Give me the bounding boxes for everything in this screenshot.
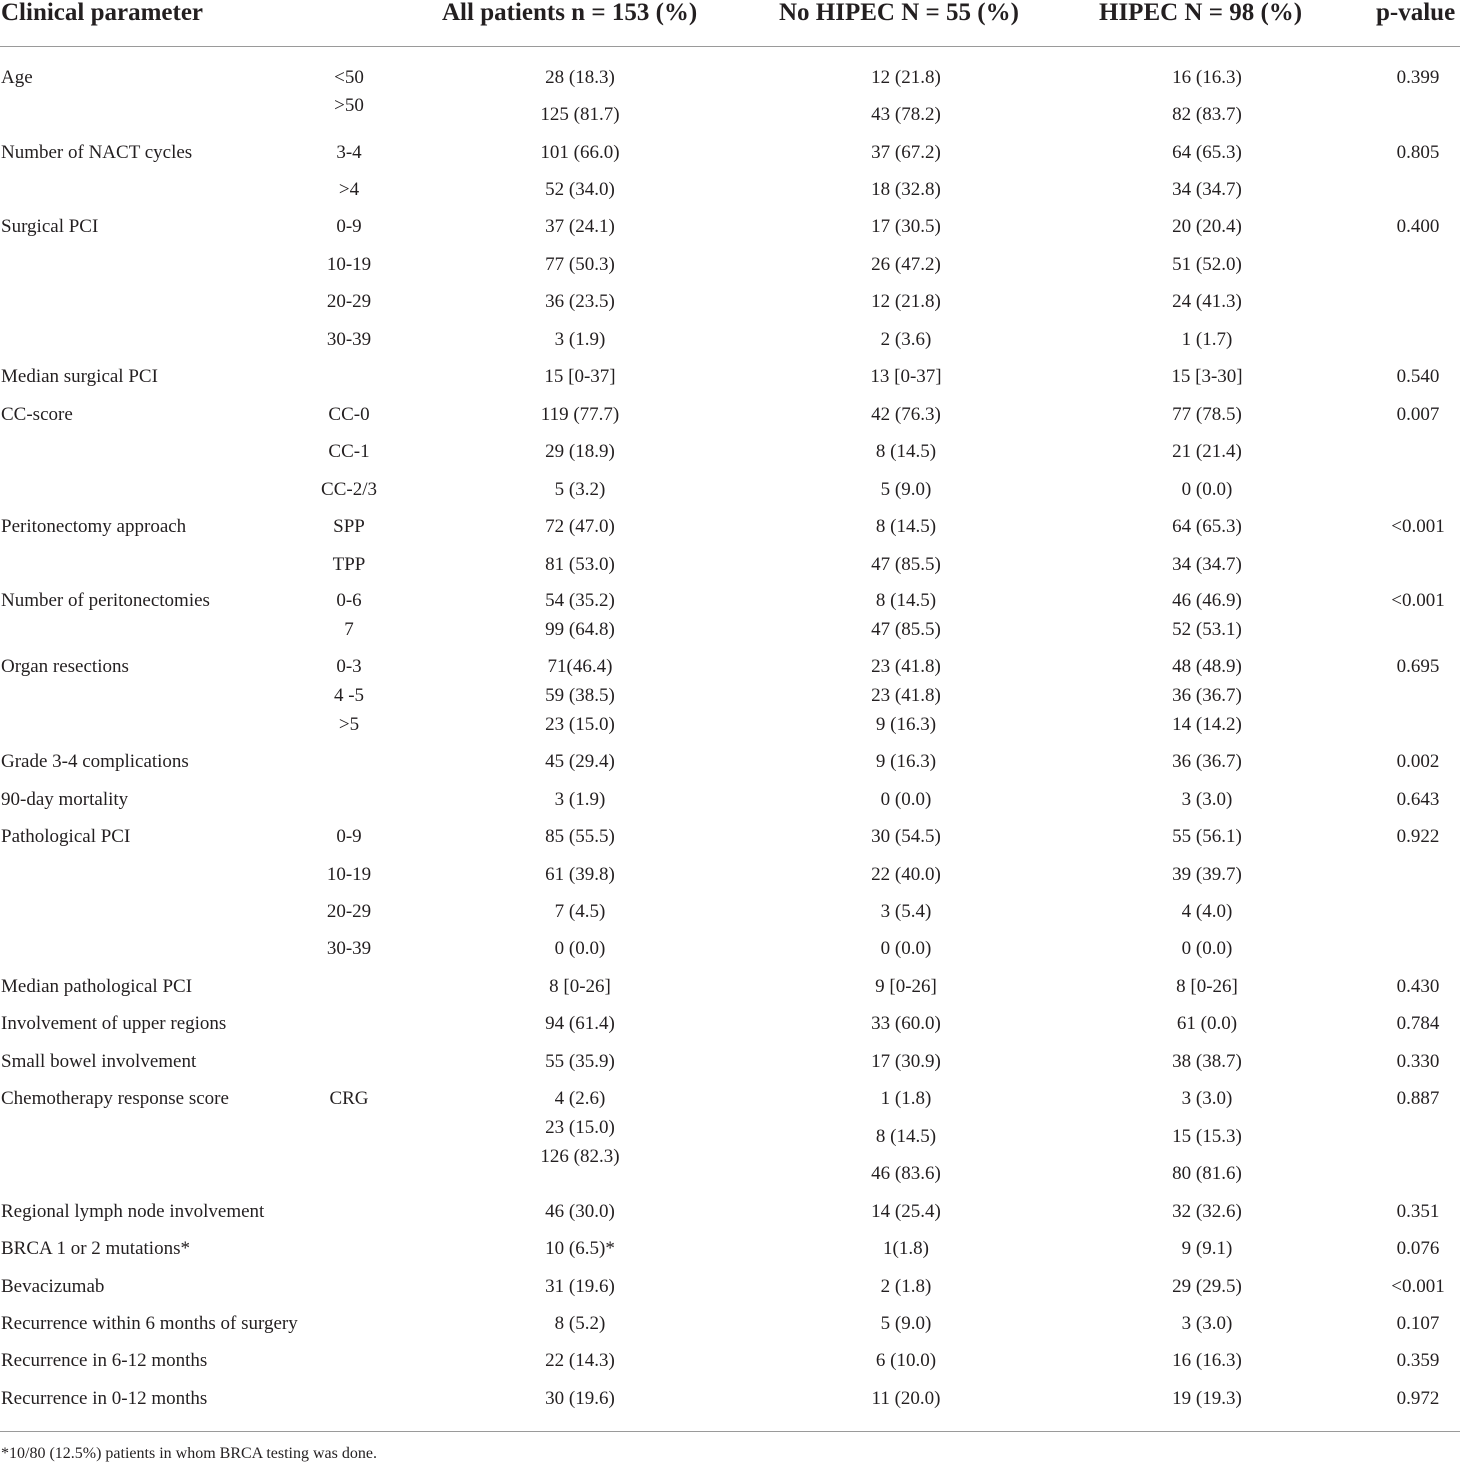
cell-all-patients: 28 (18.3) xyxy=(545,67,615,88)
cell-hipec: 38 (38.7) xyxy=(1172,1051,1242,1072)
cell-hipec: 3 (3.0) xyxy=(1181,1313,1233,1334)
cell-p-value: 0.922 xyxy=(1396,826,1440,847)
cell-parameter: Recurrence within 6 months of surgery xyxy=(1,1313,298,1334)
cell-no-hipec: 8 (14.5) xyxy=(875,1126,937,1147)
cell-no-hipec: 47 (85.5) xyxy=(871,554,941,575)
cell-no-hipec: 9 [0-26] xyxy=(875,976,937,997)
cell-hipec: 20 (20.4) xyxy=(1172,216,1242,237)
cell-parameter: CC-score xyxy=(1,404,73,425)
cell-no-hipec: 23 (41.8) xyxy=(871,685,941,706)
cell-hipec: 52 (53.1) xyxy=(1172,619,1242,640)
cell-subgroup: >5 xyxy=(338,714,360,735)
cell-no-hipec: 0 (0.0) xyxy=(880,938,932,959)
cell-no-hipec: 1 (1.8) xyxy=(880,1088,932,1109)
cell-p-value: 0.695 xyxy=(1396,656,1440,677)
cell-all-patients: 3 (1.9) xyxy=(554,329,606,350)
cell-p-value: 0.972 xyxy=(1396,1388,1440,1409)
cell-subgroup: TPP xyxy=(332,554,366,575)
cell-no-hipec: 11 (20.0) xyxy=(871,1388,941,1409)
cell-hipec: 80 (81.6) xyxy=(1172,1163,1242,1184)
cell-all-patients: 30 (19.6) xyxy=(545,1388,615,1409)
cell-no-hipec: 8 (14.5) xyxy=(875,441,937,462)
cell-parameter: Median pathological PCI xyxy=(1,976,193,997)
cell-no-hipec: 18 (32.8) xyxy=(871,179,941,200)
cell-all-patients: 31 (19.6) xyxy=(545,1276,615,1297)
cell-hipec: 34 (34.7) xyxy=(1172,179,1242,200)
cell-hipec: 16 (16.3) xyxy=(1172,1350,1242,1371)
cell-parameter: Organ resections xyxy=(1,656,129,677)
cell-all-patients: 99 (64.8) xyxy=(545,619,615,640)
cell-parameter: Surgical PCI xyxy=(1,216,99,237)
cell-all-patients: 7 (4.5) xyxy=(554,901,606,922)
cell-all-patients: 119 (77.7) xyxy=(540,404,620,425)
cell-p-value: 0.399 xyxy=(1396,67,1440,88)
header-p-value: p-value xyxy=(1376,0,1456,26)
cell-all-patients: 37 (24.1) xyxy=(545,216,615,237)
cell-subgroup: 10-19 xyxy=(326,864,372,885)
cell-no-hipec: 12 (21.8) xyxy=(871,291,941,312)
cell-no-hipec: 23 (41.8) xyxy=(871,656,941,677)
cell-all-patients: 52 (34.0) xyxy=(545,179,615,200)
cell-hipec: 64 (65.3) xyxy=(1172,142,1242,163)
cell-no-hipec: 43 (78.2) xyxy=(871,104,941,125)
cell-hipec: 77 (78.5) xyxy=(1172,404,1242,425)
cell-subgroup: 30-39 xyxy=(326,938,372,959)
cell-parameter: Involvement of upper regions xyxy=(1,1013,227,1034)
cell-hipec: 36 (36.7) xyxy=(1172,685,1242,706)
cell-p-value: 0.007 xyxy=(1396,404,1440,425)
cell-subgroup: SPP xyxy=(333,516,365,537)
header-no-hipec: No HIPEC N = 55 (%) xyxy=(779,0,1019,26)
header-all-patients: All patients n = 153 (%) xyxy=(442,0,698,26)
cell-parameter: Small bowel involvement xyxy=(1,1051,197,1072)
cell-p-value: 0.351 xyxy=(1396,1201,1440,1222)
cell-subgroup: 4 -5 xyxy=(333,685,365,706)
cell-all-patients: 94 (61.4) xyxy=(545,1013,615,1034)
cell-subgroup: 10-19 xyxy=(326,254,372,275)
cell-subgroup: 0-9 xyxy=(336,216,362,237)
cell-all-patients: 29 (18.9) xyxy=(545,441,615,462)
cell-no-hipec: 2 (1.8) xyxy=(880,1276,932,1297)
cell-p-value: 0.076 xyxy=(1396,1238,1440,1259)
cell-all-patients: 10 (6.5)* xyxy=(545,1238,615,1259)
cell-all-patients: 8 [0-26] xyxy=(549,976,611,997)
cell-p-value: 0.400 xyxy=(1396,216,1440,237)
cell-all-patients: 5 (3.2) xyxy=(554,479,606,500)
cell-all-patients: 59 (38.5) xyxy=(545,685,615,706)
cell-hipec: 0 (0.0) xyxy=(1181,479,1233,500)
cell-p-value: 0.643 xyxy=(1396,789,1440,810)
cell-no-hipec: 8 (14.5) xyxy=(875,516,937,537)
cell-no-hipec: 9 (16.3) xyxy=(875,714,937,735)
cell-all-patients: 61 (39.8) xyxy=(545,864,615,885)
cell-subgroup: 0-9 xyxy=(336,826,362,847)
cell-all-patients: 0 (0.0) xyxy=(554,938,606,959)
cell-parameter: Regional lymph node involvement xyxy=(1,1201,265,1222)
cell-hipec: 15 [3-30] xyxy=(1171,366,1243,387)
cell-no-hipec: 47 (85.5) xyxy=(871,619,941,640)
cell-subgroup: CC-0 xyxy=(328,404,370,425)
cell-all-patients: 23 (15.0) xyxy=(545,714,615,735)
cell-no-hipec: 37 (67.2) xyxy=(871,142,941,163)
cell-no-hipec: 30 (54.5) xyxy=(871,826,941,847)
footnote: *10/80 (12.5%) patients in whom BRCA testing was done. xyxy=(1,1445,377,1462)
cell-p-value: <0.001 xyxy=(1391,590,1445,611)
cell-no-hipec: 33 (60.0) xyxy=(871,1013,941,1034)
cell-p-value: <0.001 xyxy=(1391,516,1445,537)
cell-subgroup: 0-3 xyxy=(336,656,362,677)
cell-parameter: Age xyxy=(1,67,33,88)
cell-hipec: 32 (32.6) xyxy=(1172,1201,1242,1222)
cell-parameter: Number of peritonectomies xyxy=(1,590,210,611)
cell-subgroup: CRG xyxy=(329,1088,369,1109)
cell-hipec: 34 (34.7) xyxy=(1172,554,1242,575)
cell-no-hipec: 22 (40.0) xyxy=(871,864,941,885)
cell-no-hipec: 2 (3.6) xyxy=(880,329,932,350)
cell-all-patients: 81 (53.0) xyxy=(545,554,615,575)
cell-subgroup: 30-39 xyxy=(326,329,372,350)
cell-no-hipec: 46 (83.6) xyxy=(871,1163,941,1184)
cell-no-hipec: 17 (30.5) xyxy=(871,216,941,237)
cell-p-value: 0.430 xyxy=(1396,976,1440,997)
cell-p-value: 0.002 xyxy=(1396,751,1440,772)
cell-subgroup: >4 xyxy=(338,179,360,200)
cell-no-hipec: 9 (16.3) xyxy=(875,751,937,772)
cell-all-patients: 125 (81.7) xyxy=(540,104,620,125)
cell-parameter: Chemotherapy response score xyxy=(1,1088,229,1109)
cell-hipec: 36 (36.7) xyxy=(1172,751,1242,772)
cell-p-value: 0.784 xyxy=(1396,1013,1440,1034)
cell-all-patients: 23 (15.0) xyxy=(545,1117,615,1138)
cell-subgroup: CC-2/3 xyxy=(321,479,377,500)
cell-hipec: 21 (21.4) xyxy=(1172,441,1242,462)
cell-hipec: 4 (4.0) xyxy=(1181,901,1233,922)
cell-subgroup: 7 xyxy=(344,619,354,640)
cell-hipec: 61 (0.0) xyxy=(1176,1013,1238,1034)
cell-all-patients: 71(46.4) xyxy=(547,656,613,677)
cell-parameter: Median surgical PCI xyxy=(1,366,158,387)
cell-subgroup: 3-4 xyxy=(336,142,362,163)
cell-all-patients: 54 (35.2) xyxy=(545,590,615,611)
cell-p-value: 0.359 xyxy=(1396,1350,1440,1371)
cell-no-hipec: 5 (9.0) xyxy=(880,1313,932,1334)
cell-parameter: Pathological PCI xyxy=(1,826,131,847)
cell-hipec: 64 (65.3) xyxy=(1172,516,1242,537)
cell-no-hipec: 5 (9.0) xyxy=(880,479,932,500)
cell-no-hipec: 14 (25.4) xyxy=(871,1201,941,1222)
cell-no-hipec: 12 (21.8) xyxy=(871,67,941,88)
cell-hipec: 1 (1.7) xyxy=(1181,329,1233,350)
cell-hipec: 29 (29.5) xyxy=(1172,1276,1242,1297)
header-clinical-parameter: Clinical parameter xyxy=(1,0,204,26)
cell-all-patients: 15 [0-37] xyxy=(544,366,616,387)
cell-parameter: Recurrence in 0-12 months xyxy=(1,1388,208,1409)
cell-no-hipec: 6 (10.0) xyxy=(875,1350,937,1371)
cell-subgroup: 0-6 xyxy=(336,590,362,611)
cell-hipec: 55 (56.1) xyxy=(1172,826,1242,847)
cell-hipec: 19 (19.3) xyxy=(1172,1388,1242,1409)
cell-p-value: 0.805 xyxy=(1396,142,1440,163)
cell-subgroup: >50 xyxy=(334,95,364,116)
cell-all-patients: 126 (82.3) xyxy=(540,1146,620,1167)
cell-no-hipec: 8 (14.5) xyxy=(875,590,937,611)
cell-hipec: 8 [0-26] xyxy=(1176,976,1238,997)
cell-no-hipec: 3 (5.4) xyxy=(880,901,932,922)
cell-all-patients: 36 (23.5) xyxy=(545,291,615,312)
cell-hipec: 3 (3.0) xyxy=(1181,1088,1233,1109)
cell-p-value: 0.107 xyxy=(1396,1313,1440,1334)
cell-no-hipec: 26 (47.2) xyxy=(871,254,941,275)
cell-p-value: <0.001 xyxy=(1391,1276,1445,1297)
cell-all-patients: 85 (55.5) xyxy=(545,826,615,847)
cell-subgroup: CC-1 xyxy=(328,441,370,462)
cell-subgroup: 20-29 xyxy=(326,901,372,922)
cell-parameter: Peritonectomy approach xyxy=(1,516,187,537)
cell-no-hipec: 17 (30.9) xyxy=(871,1051,941,1072)
cell-all-patients: 101 (66.0) xyxy=(540,142,620,163)
cell-parameter: Bevacizumab xyxy=(1,1276,105,1297)
cell-all-patients: 55 (35.9) xyxy=(545,1051,615,1072)
cell-all-patients: 22 (14.3) xyxy=(545,1350,615,1371)
header-rule xyxy=(0,46,1460,47)
cell-hipec: 0 (0.0) xyxy=(1181,938,1233,959)
cell-hipec: 15 (15.3) xyxy=(1172,1126,1242,1147)
cell-hipec: 24 (41.3) xyxy=(1172,291,1242,312)
cell-all-patients: 46 (30.0) xyxy=(545,1201,615,1222)
cell-parameter: BRCA 1 or 2 mutations* xyxy=(1,1238,190,1259)
cell-parameter: 90-day mortality xyxy=(1,789,129,810)
cell-hipec: 46 (46.9) xyxy=(1172,590,1242,611)
cell-p-value: 0.330 xyxy=(1396,1051,1440,1072)
header-hipec: HIPEC N = 98 (%) xyxy=(1099,0,1303,26)
cell-all-patients: 3 (1.9) xyxy=(554,789,606,810)
cell-all-patients: 77 (50.3) xyxy=(545,254,615,275)
cell-all-patients: 45 (29.4) xyxy=(545,751,615,772)
cell-hipec: 14 (14.2) xyxy=(1172,714,1242,735)
bottom-rule xyxy=(0,1431,1460,1432)
cell-parameter: Grade 3-4 complications xyxy=(1,751,189,772)
cell-subgroup: 20-29 xyxy=(326,291,372,312)
cell-no-hipec: 0 (0.0) xyxy=(880,789,932,810)
cell-no-hipec: 1(1.8) xyxy=(883,1238,929,1259)
cell-no-hipec: 42 (76.3) xyxy=(871,404,941,425)
cell-parameter: Recurrence in 6-12 months xyxy=(1,1350,208,1371)
cell-all-patients: 8 (5.2) xyxy=(554,1313,606,1334)
cell-all-patients: 72 (47.0) xyxy=(545,516,615,537)
cell-subgroup: <50 xyxy=(334,67,364,88)
cell-p-value: 0.887 xyxy=(1396,1088,1440,1109)
cell-parameter: Number of NACT cycles xyxy=(1,142,193,163)
cell-all-patients: 4 (2.6) xyxy=(554,1088,606,1109)
cell-hipec: 48 (48.9) xyxy=(1172,656,1242,677)
cell-hipec: 9 (9.1) xyxy=(1181,1238,1233,1259)
cell-hipec: 16 (16.3) xyxy=(1172,67,1242,88)
cell-hipec: 3 (3.0) xyxy=(1181,789,1233,810)
cell-p-value: 0.540 xyxy=(1396,366,1440,387)
cell-hipec: 39 (39.7) xyxy=(1172,864,1242,885)
cell-no-hipec: 13 [0-37] xyxy=(870,366,942,387)
cell-hipec: 82 (83.7) xyxy=(1172,104,1242,125)
cell-hipec: 51 (52.0) xyxy=(1172,254,1242,275)
